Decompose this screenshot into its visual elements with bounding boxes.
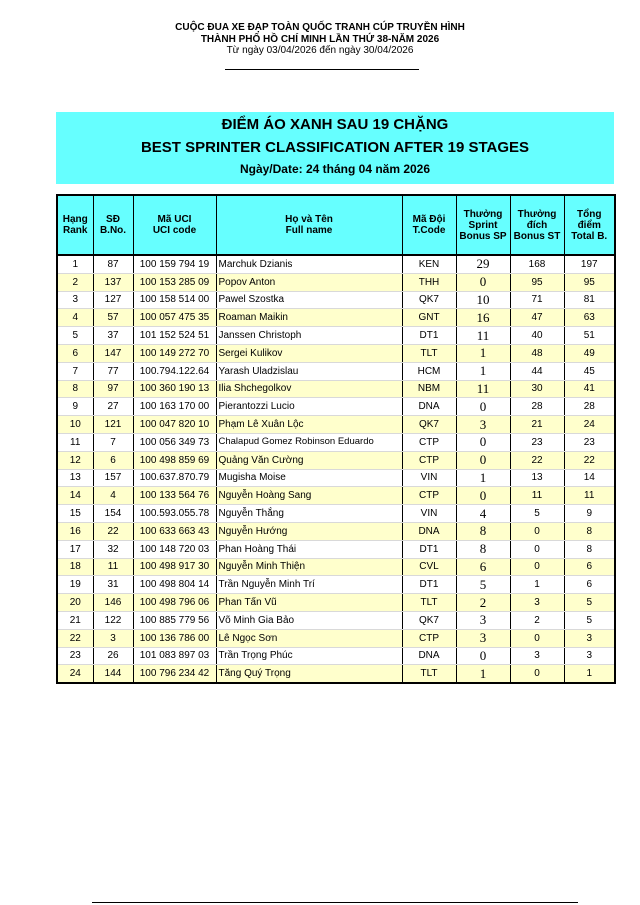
cell-total: 63 [564,309,615,327]
table-row [57,469,615,487]
cell-uci: 100 360 190 13 [133,380,216,398]
cell-rank: 7 [57,362,93,380]
cell-uci: 100 498 804 14 [133,576,216,594]
cell-rank: 16 [57,522,93,540]
cell-rank: 9 [57,398,93,416]
cell-uci: 100.637.870.79 [133,469,216,487]
table-row [57,416,615,434]
cell-st: 0 [510,522,564,540]
cell-team: NBM [402,380,456,398]
cell-name: Yarash Uladzislau [216,362,402,380]
cell-rank: 24 [57,665,93,683]
cell-st: 0 [510,540,564,558]
table-row [57,505,615,523]
cell-sp: 1 [456,344,510,362]
cell-name: Popov Anton [216,273,402,291]
cell-uci: 100 057 475 35 [133,309,216,327]
table-row [57,522,615,540]
cell-uci: 100 498 859 69 [133,451,216,469]
col-header-name: Họ và Tên Full name [216,195,402,255]
cell-bib: 147 [93,344,133,362]
cell-total: 1 [564,665,615,683]
cell-bib: 121 [93,416,133,434]
cell-name: Trần Nguyễn Minh Trí [216,576,402,594]
cell-st: 0 [510,629,564,647]
cell-name: Quảng Văn Cường [216,451,402,469]
cell-sp: 3 [456,416,510,434]
table-header-row [57,195,615,255]
cell-st: 2 [510,611,564,629]
classification-title-vi: ĐIỂM ÁO XANH SAU 19 CHẶNG [221,116,449,133]
cell-name: Roaman Maikin [216,309,402,327]
cell-total: 45 [564,362,615,380]
cell-total: 8 [564,540,615,558]
cell-bib: 144 [93,665,133,683]
cell-name: Chalapud Gomez Robinson Eduardo [216,433,402,451]
cell-total: 81 [564,291,615,309]
cell-st: 40 [510,327,564,345]
table-row [57,380,615,398]
cell-uci: 100 047 820 10 [133,416,216,434]
cell-rank: 6 [57,344,93,362]
cell-team: VIN [402,469,456,487]
cell-total: 24 [564,416,615,434]
cell-total: 5 [564,594,615,612]
table-row [57,291,615,309]
cell-name: Lê Ngọc Sơn [216,629,402,647]
cell-st: 3 [510,594,564,612]
cell-total: 9 [564,505,615,523]
cell-bib: 127 [93,291,133,309]
cell-bib: 7 [93,433,133,451]
cell-uci: 100 158 514 00 [133,291,216,309]
footer-divider [92,902,578,903]
col-header-sprint: Thưởng Sprint Bonus SP [456,195,510,255]
cell-team: VIN [402,505,456,523]
col-header-team: Mã Đội T.Code [402,195,456,255]
cell-name: Phạm Lê Xuân Lộc [216,416,402,434]
cell-uci: 100 148 720 03 [133,540,216,558]
cell-uci: 101 083 897 03 [133,647,216,665]
cell-rank: 14 [57,487,93,505]
cell-sp: 11 [456,327,510,345]
cell-st: 71 [510,291,564,309]
cell-team: DNA [402,522,456,540]
cell-st: 21 [510,416,564,434]
cell-st: 5 [510,505,564,523]
cell-uci: 100 633 663 43 [133,522,216,540]
cell-sp: 11 [456,380,510,398]
cell-team: DNA [402,647,456,665]
cell-uci: 100.593.055.78 [133,505,216,523]
results-table [56,194,616,684]
cell-name: Phan Tấn Vũ [216,594,402,612]
cell-sp: 1 [456,469,510,487]
event-title: CUỘC ĐUA XE ĐẠP TOÀN QUỐC TRANH CÚP TRUYỀN HÌNH [175,22,465,33]
cell-sp: 10 [456,291,510,309]
cell-rank: 23 [57,647,93,665]
cell-total: 49 [564,344,615,362]
cell-bib: 97 [93,380,133,398]
cell-total: 5 [564,611,615,629]
cell-bib: 137 [93,273,133,291]
cell-bib: 31 [93,576,133,594]
cell-total: 95 [564,273,615,291]
cell-rank: 18 [57,558,93,576]
cell-total: 3 [564,647,615,665]
cell-sp: 0 [456,398,510,416]
cell-rank: 19 [57,576,93,594]
cell-name: Võ Minh Gia Bảo [216,611,402,629]
cell-rank: 11 [57,433,93,451]
document-header [0,22,640,57]
cell-rank: 4 [57,309,93,327]
cell-st: 11 [510,487,564,505]
cell-st: 13 [510,469,564,487]
cell-sp: 2 [456,594,510,612]
cell-team: CTP [402,487,456,505]
cell-uci: 100 885 779 56 [133,611,216,629]
cell-sp: 0 [456,451,510,469]
cell-sp: 29 [456,255,510,273]
cell-total: 6 [564,576,615,594]
cell-st: 44 [510,362,564,380]
cell-st: 0 [510,665,564,683]
cell-team: TLT [402,344,456,362]
cell-uci: 100.794.122.64 [133,362,216,380]
cell-bib: 26 [93,647,133,665]
cell-rank: 13 [57,469,93,487]
cell-team: THH [402,273,456,291]
table-row [57,433,615,451]
table-row [57,576,615,594]
cell-sp: 6 [456,558,510,576]
cell-bib: 3 [93,629,133,647]
cell-bib: 32 [93,540,133,558]
cell-uci: 100 498 796 06 [133,594,216,612]
table-row [57,398,615,416]
cell-bib: 27 [93,398,133,416]
cell-team: DNA [402,398,456,416]
cell-st: 1 [510,576,564,594]
event-subtitle: THÀNH PHỐ HỒ CHÍ MINH LẦN THỨ 38-NĂM 2026 [200,33,440,45]
cell-total: 11 [564,487,615,505]
cell-bib: 122 [93,611,133,629]
cell-rank: 17 [57,540,93,558]
cell-st: 47 [510,309,564,327]
cell-sp: 1 [456,665,510,683]
cell-sp: 8 [456,540,510,558]
cell-rank: 21 [57,611,93,629]
cell-bib: 6 [93,451,133,469]
col-header-total: Tổng điểm Total B. [564,195,615,255]
cell-team: QK7 [402,416,456,434]
cell-name: Pawel Szostka [216,291,402,309]
cell-sp: 3 [456,629,510,647]
cell-total: 3 [564,629,615,647]
cell-rank: 10 [57,416,93,434]
cell-name: Tăng Quý Trọng [216,665,402,683]
cell-uci: 100 133 564 76 [133,487,216,505]
cell-total: 28 [564,398,615,416]
cell-uci: 100 149 272 70 [133,344,216,362]
cell-bib: 57 [93,309,133,327]
cell-sp: 1 [456,362,510,380]
cell-team: TLT [402,594,456,612]
cell-team: CTP [402,451,456,469]
cell-rank: 5 [57,327,93,345]
table-row [57,451,615,469]
cell-team: QK7 [402,611,456,629]
cell-rank: 3 [57,291,93,309]
cell-sp: 0 [456,647,510,665]
cell-st: 168 [510,255,564,273]
cell-st: 3 [510,647,564,665]
cell-sp: 4 [456,505,510,523]
event-dates: Từ ngày 03/04/2026 đến ngày 30/04/2026 [226,45,414,56]
table-row [57,362,615,380]
col-header-bib: SĐ B.No. [93,195,133,255]
cell-team: QK7 [402,291,456,309]
cell-st: 22 [510,451,564,469]
cell-name: Nguyễn Hướng [216,522,402,540]
classification-date: Ngày/Date: 24 tháng 04 năm 2026 [239,162,431,176]
cell-rank: 20 [57,594,93,612]
cell-uci: 100 136 786 00 [133,629,216,647]
table-row [57,487,615,505]
cell-st: 23 [510,433,564,451]
cell-st: 0 [510,558,564,576]
cell-bib: 154 [93,505,133,523]
cell-team: DT1 [402,576,456,594]
cell-total: 22 [564,451,615,469]
table-row [57,327,615,345]
col-header-rank: Hạng Rank [57,195,93,255]
cell-sp: 5 [456,576,510,594]
cell-st: 28 [510,398,564,416]
cell-bib: 87 [93,255,133,273]
table-row [57,255,615,273]
table-row [57,647,615,665]
cell-team: GNT [402,309,456,327]
cell-sp: 16 [456,309,510,327]
cell-name: Trần Trọng Phúc [216,647,402,665]
cell-name: Marchuk Dzianis [216,255,402,273]
cell-rank: 12 [57,451,93,469]
cell-uci: 101 152 524 51 [133,327,216,345]
classification-title-en: BEST SPRINTER CLASSIFICATION AFTER 19 STAGES [140,139,530,156]
col-header-stage: Thưởng đích Bonus ST [510,195,564,255]
table-row [57,558,615,576]
cell-st: 95 [510,273,564,291]
cell-name: Mugisha Moise [216,469,402,487]
cell-name: Nguyễn Thắng [216,505,402,523]
cell-rank: 8 [57,380,93,398]
cell-bib: 37 [93,327,133,345]
cell-team: CTP [402,433,456,451]
cell-bib: 11 [93,558,133,576]
cell-sp: 0 [456,273,510,291]
cell-sp: 3 [456,611,510,629]
cell-uci: 100 153 285 09 [133,273,216,291]
cell-name: Ilia Shchegolkov [216,380,402,398]
cell-bib: 157 [93,469,133,487]
cell-name: Phan Hoàng Thái [216,540,402,558]
cell-total: 23 [564,433,615,451]
cell-sp: 0 [456,433,510,451]
cell-uci: 100 498 917 30 [133,558,216,576]
cell-bib: 77 [93,362,133,380]
classification-title-box [56,112,614,184]
cell-name: Nguyễn Minh Thiện [216,558,402,576]
cell-team: HCM [402,362,456,380]
cell-sp: 8 [456,522,510,540]
col-header-uci: Mã UCI UCI code [133,195,216,255]
cell-name: Nguyễn Hoàng Sang [216,487,402,505]
cell-sp: 0 [456,487,510,505]
cell-rank: 22 [57,629,93,647]
cell-total: 8 [564,522,615,540]
cell-team: CVL [402,558,456,576]
cell-rank: 1 [57,255,93,273]
cell-team: TLT [402,665,456,683]
table-row [57,629,615,647]
cell-uci: 100 796 234 42 [133,665,216,683]
cell-uci: 100 163 170 00 [133,398,216,416]
cell-st: 48 [510,344,564,362]
table-row [57,611,615,629]
table-row [57,665,615,683]
table-row [57,273,615,291]
cell-uci: 100 056 349 73 [133,433,216,451]
table-row [57,594,615,612]
cell-bib: 4 [93,487,133,505]
cell-name: Janssen Christoph [216,327,402,345]
cell-rank: 2 [57,273,93,291]
cell-team: DT1 [402,327,456,345]
header-divider [225,69,419,70]
cell-team: KEN [402,255,456,273]
cell-total: 197 [564,255,615,273]
cell-uci: 100 159 794 19 [133,255,216,273]
cell-name: Pierantozzi Lucio [216,398,402,416]
cell-total: 6 [564,558,615,576]
cell-name: Sergei Kulikov [216,344,402,362]
cell-total: 51 [564,327,615,345]
cell-rank: 15 [57,505,93,523]
cell-total: 41 [564,380,615,398]
table-row [57,344,615,362]
cell-team: DT1 [402,540,456,558]
table-row [57,540,615,558]
cell-total: 14 [564,469,615,487]
cell-st: 30 [510,380,564,398]
table-row [57,309,615,327]
cell-bib: 146 [93,594,133,612]
cell-bib: 22 [93,522,133,540]
cell-team: CTP [402,629,456,647]
